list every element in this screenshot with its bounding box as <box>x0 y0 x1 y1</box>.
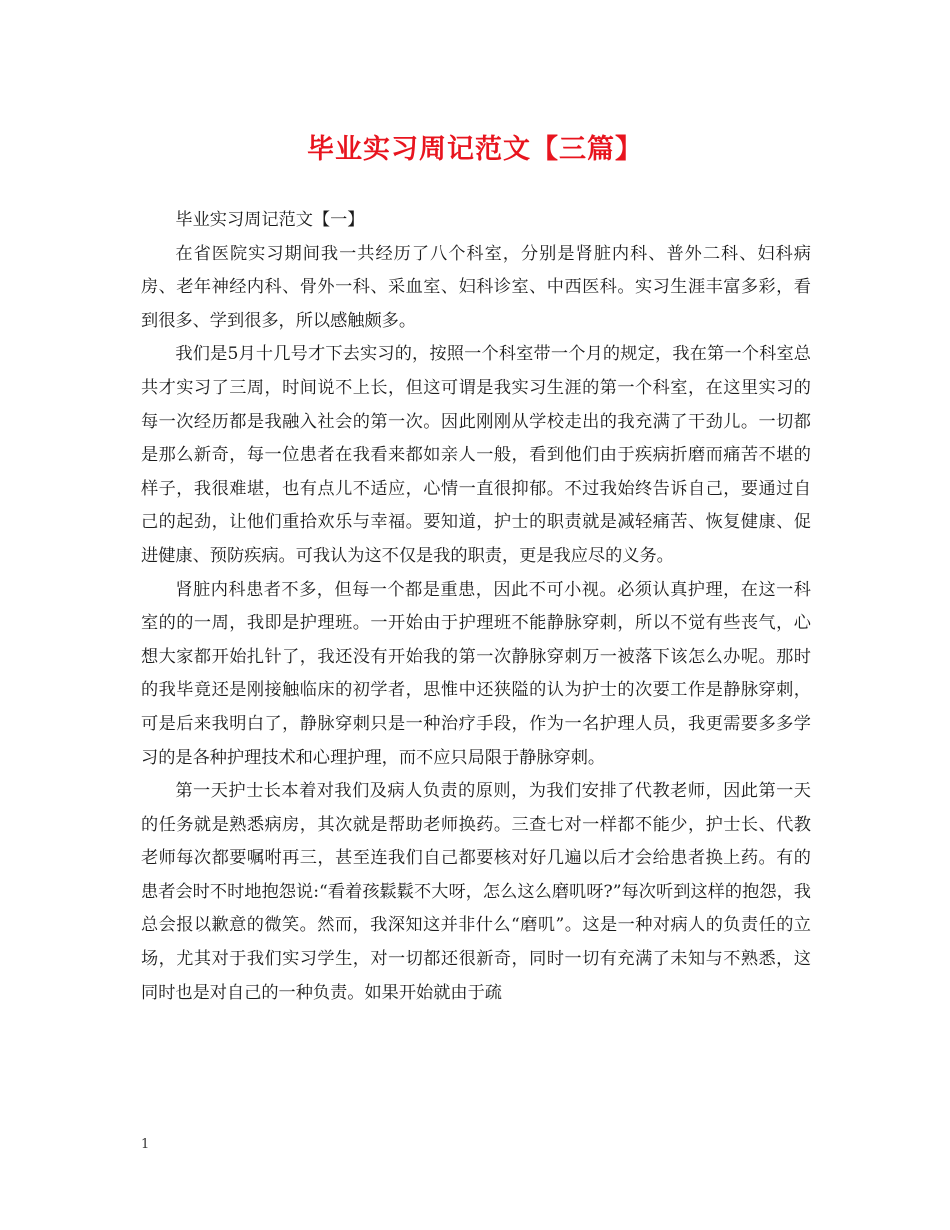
paragraph: 在省医院实习期间我一共经历了八个科室，分别是肾脏内科、普外二科、妇科病房、老年神经内科、骨外一科、采血室、妇科诊室、中西医科。实习生涯丰富多彩，看到很多、学到很多，所以感触颇多。 <box>141 243 811 331</box>
document-title: 毕业实习周记范文【三篇】 <box>307 134 643 165</box>
page-number: 1 <box>141 1137 150 1152</box>
document-body <box>141 204 811 1010</box>
paragraph: 我们是5月十几号才下去实习的，按照一个科室带一个月的规定，我在第一个科室总共才实习了三周，时间说不上长，但这可谓是我实习生涯的第一个科室，在这里实习的每一次经历都是我融入社会的第一次。因此刚刚从学校走出的我充满了干劲儿。一切都是那么新奇，每一位患者在我看来都如亲人一般，看到他们由于疾病折磨而痛苦不堪的样子，我很难堪，也有点儿不适应，心情一直很抑郁。不过我始终告诉自己，要通过自己的起劲，让他们重拾欢乐与幸福。要知道，护士的职责就是减轻痛苦、恢复健康、促进健康、预防疾病。可我认为这不仅是我的职责，更是我应尽的义务。 <box>141 344 811 566</box>
paragraph-subheading: 毕业实习周记范文【一】 <box>175 210 365 230</box>
paragraph: 第一天护士长本着对我们及病人负责的原则，为我们安排了代教老师，因此第一天的任务就是熟悉病房，其次就是帮助老师换药。三查七对一样都不能少，护士长、代教老师每次都要嘱咐再三，甚至连我们自己都要核对好几遍以后才会给患者换上药。有的患者会时不时地抱怨说:“看着孩鬏鬏不大呀，怎么这么磨叽呀?”每次听到这样的抱怨，我总会报以歉意的微笑。然而，我深知这并非什么“磨叽”。这是一种对病人的负责任的立场，尤其对于我们实习学生，对一切都还很新奇，同时一切有充满了未知与不熟悉，这同时也是对自己的一种负责。如果开始就由于疏 <box>141 781 811 1003</box>
paragraph: 肾脏内科患者不多，但每一个都是重患，因此不可小视。必须认真护理，在这一科室的的一周，我即是护理班。一开始由于护理班不能静脉穿刺，所以不觉有些丧气，心想大家都开始扎针了，我还没有开始我的第一次静脉穿刺万一被落下该怎么办呢。那时的我毕竟还是刚接触临床的初学者，思惟中还狭隘的认为护士的次要工作是静脉穿刺，可是后来我明白了，静脉穿刺只是一种治疗手段，作为一名护理人员，我更需要多多学习的是各种护理技术和心理护理，而不应只局限于静脉穿刺。 <box>141 579 811 768</box>
